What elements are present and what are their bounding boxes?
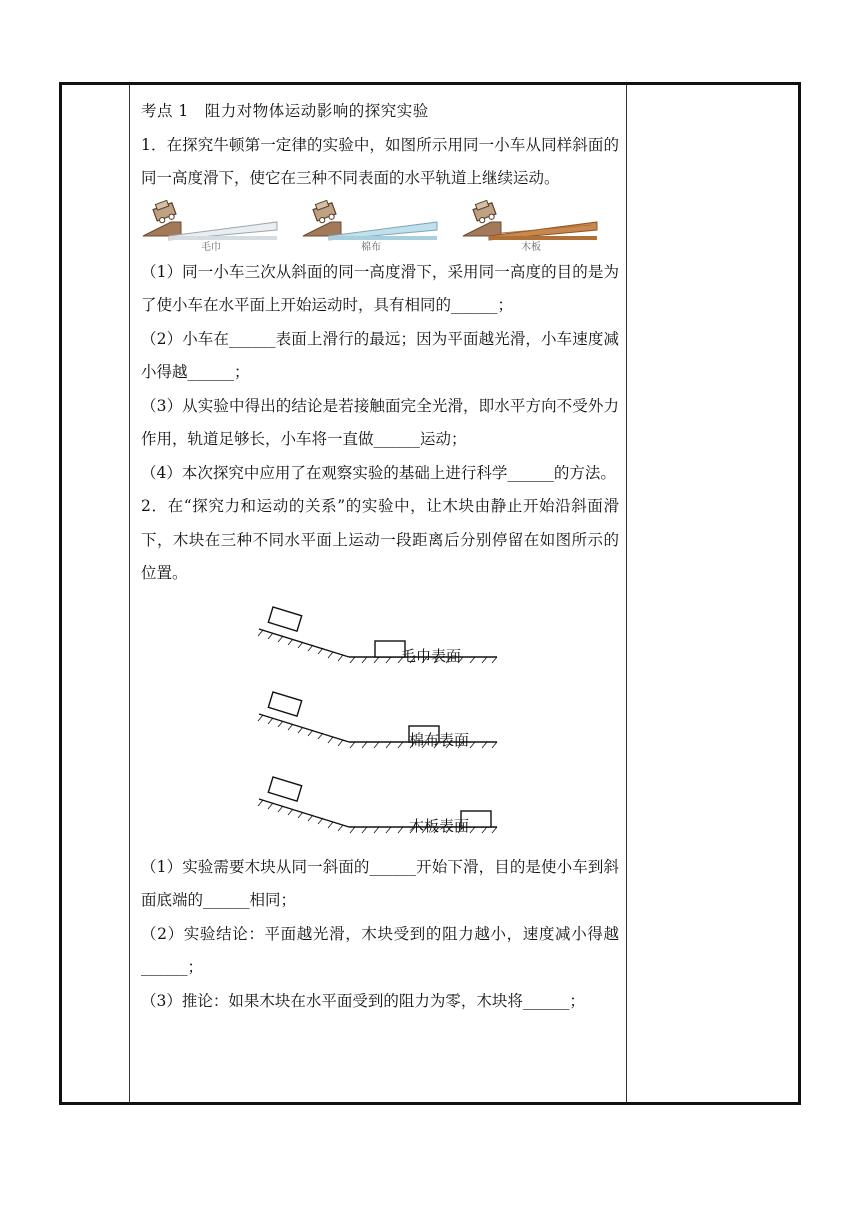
cotton-label: 棉布 (361, 241, 381, 252)
question-2-item-3: （3）推论：如果木块在水平面受到的阻力为零，木块将______； (141, 991, 585, 1010)
wood-surface-label: 木板表面 (409, 817, 470, 835)
question-2-stem: 2．在“探究力和运动的关系”的实验中，让木块由静止开始沿斜面滑下，木块在三种不同水平面上运动一段距离后分别停留在如图所示的位置。 (141, 497, 619, 582)
right-column-divider (626, 85, 627, 1102)
main-content-cell (141, 95, 619, 1018)
question-1-stem: 1．在探究牛顿第一定律的实验中，如图所示用同一小车从同样斜面的同一高度滑下，使它在三种不同表面的水平轨道上继续运动。 (141, 135, 619, 187)
q1-figure (141, 200, 619, 254)
towel-surface-label: 毛巾表面 (401, 647, 462, 665)
q2-figure (141, 591, 619, 851)
question-1-item-1: （1）同一小车三次从斜面的同一高度滑下，采用同一高度的目的是为了使小车在水平面上开始运动时，具有相同的______； (141, 262, 619, 314)
question-1-item-4: （4）本次探究中应用了在观察实验的基础上进行科学______的方法。 (141, 463, 616, 482)
cotton-surface-label: 棉布表面 (409, 731, 470, 749)
question-1-item-3: （3）从实验中得出的结论是若接触面完全光滑，即水平方向不受外力作用，轨道足够长，小车将一直做______运动； (141, 396, 619, 448)
wood-label: 木板 (521, 241, 541, 252)
cotton-ramp-figure (301, 200, 443, 252)
question-2-item-2: （2）实验结论：平面越光滑，木块受到的阻力越小，速度减小得越______； (141, 924, 619, 976)
towel-label: 毛巾 (201, 241, 221, 252)
towel-ramp-figure (141, 200, 283, 252)
question-1-item-2: （2）小车在______表面上滑行的最远；因为平面越光滑，小车速度减小得越______； (141, 329, 619, 381)
left-column-divider (129, 85, 130, 1102)
section-title: 考点 1 阻力对物体运动影响的探究实验 (141, 102, 429, 120)
wood-ramp-figure (461, 200, 603, 252)
incline-diagrams (141, 591, 619, 851)
question-2-item-1: （1）实验需要木块从同一斜面的______开始下滑，目的是使小车到斜面底端的______相同； (141, 857, 619, 909)
worksheet-table (59, 82, 801, 1105)
